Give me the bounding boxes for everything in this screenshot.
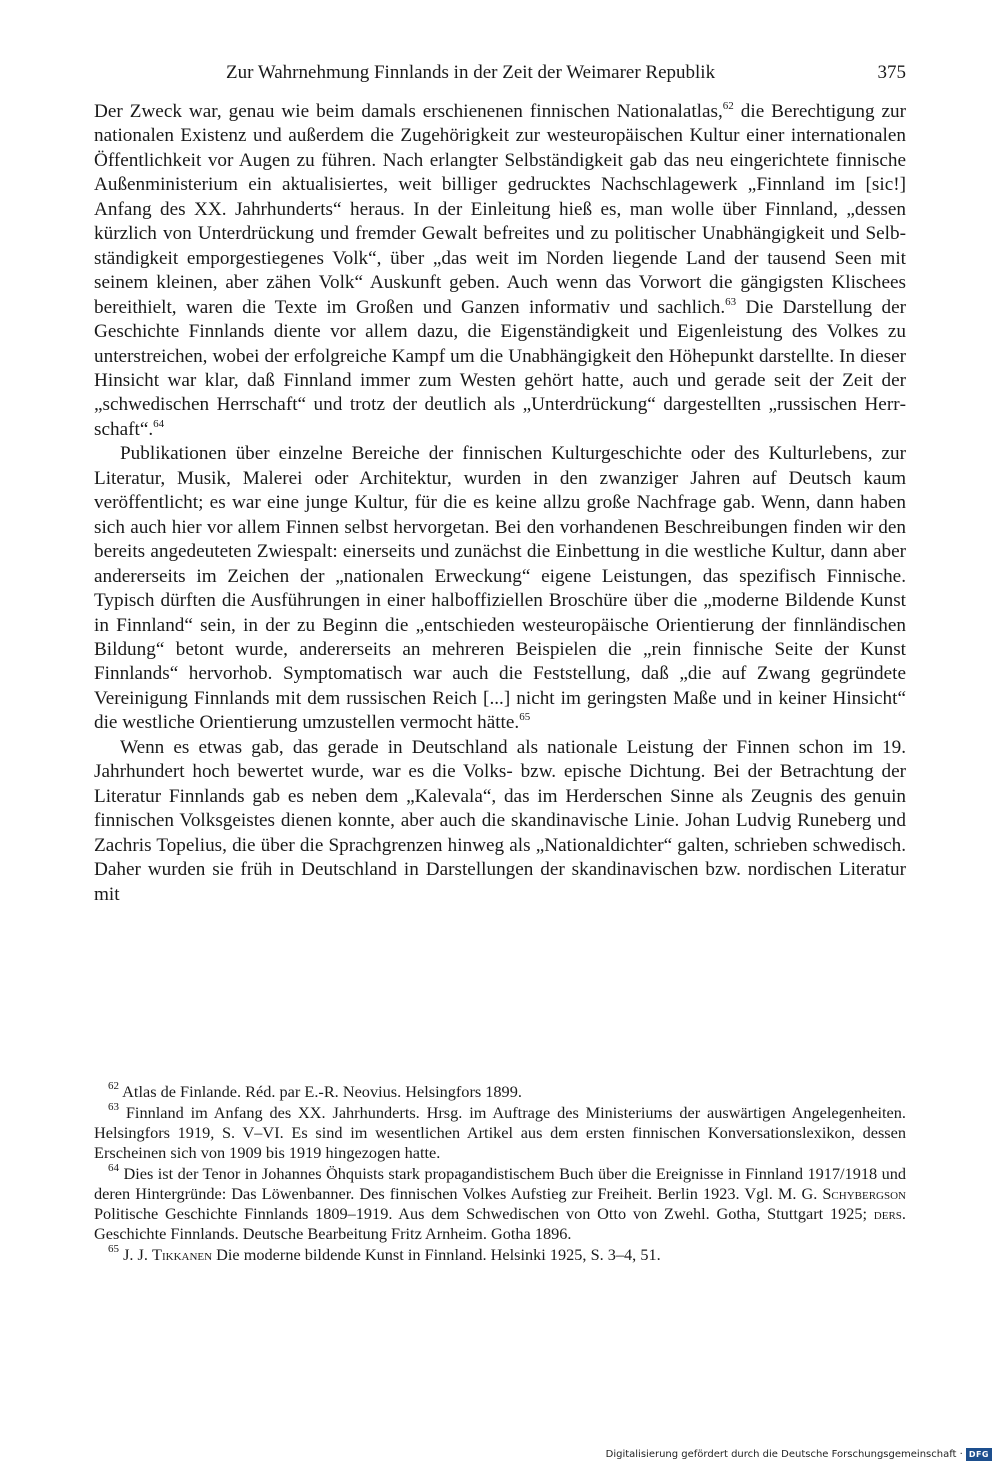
paragraph: [94, 100, 906, 442]
dfg-logo-icon: DFG: [966, 1448, 992, 1461]
paragraph: [94, 442, 906, 735]
text-run: Die moderne bildende Kunst in Finnland. Helsinki 1925, S. 3–4, 51.: [212, 1245, 661, 1265]
body-text: [94, 100, 906, 907]
text-run: Dies ist der Tenor in Johannes Öhquists stark propagandistischem Buch über die Ereignisse in Finnland 1917/1918 und deren Hintergründe: Das Löwenbanner. Des finnischen Volkes Aufstieg zur Freiheit. Berlin 1923. Vgl. M. G.: [94, 1163, 906, 1204]
footnote-marker: 64: [153, 417, 165, 430]
text-run: J. J.: [119, 1245, 153, 1265]
footnote: [94, 1161, 906, 1245]
footnote-marker: 64: [108, 1161, 119, 1174]
text-run: die Berechtigung zur nationalen Existenz und außerdem die Zugehörigkeit zur westeuropäischen Kultur einer internationalen Öffentlichkeit vor Augen zu führen. Nach erlangter Selbständigkeit gab das neu eingerichtete finnische Außenministerium ein aktualisiertes, weit billiger gedrucktes Nachschlagewerk „Finnland im [sic!] Anfang des XX. Jahrhunderts“ heraus. In der Einleitung hieß es, man wolle über Finnland, „dessen kürzlich von Unterdrückung und fremder Gewalt befreites und zu politischer Unabhängigkeit und Selbständigkeit emporgestiegenes Volk“, über „das weit im Norden liegende Land der tausend Seen mit seinem kleinen, aber zähen Volk“ Auskunft geben. Auch wenn das Vorwort die gängigsten Klischees bereithielt, waren die Texte im Großen und Ganzen informativ und sachlich.: [94, 101, 907, 318]
footnote: [94, 1245, 906, 1265]
running-title: Zur Wahrnehmung Finnlands in der Zeit der Weimarer Republik: [226, 62, 716, 83]
funding-note: Digitalisierung gefördert durch die Deutsche Forschungsgemeinschaft ·: [605, 1449, 963, 1460]
text-run: Publikationen über einzelne Bereiche der finnischen Kulturgeschichte oder des Kulturlebens, zur Literatur, Musik, Malerei oder Architektur, wurden in den zwanziger Jahren auf Deutsch kaum veröffentlicht; es war eine junge Kultur, für die es keine allzu große Nachfrage gab. Wenn, dann haben sich auch hier vor allem Finnen selbst hervorgetan. Bei den vorhandenen Beschreibungen finden wir den bereits angedeuteten Zwiespalt: einerseits und zunächst die Einbettung in die westliche Kultur, dann aber andererseits im Zeichen der „nationalen Erweckung“ eigene Leistungen, das spezifisch Finnische. Typisch dürften die Ausführungen in einer halboffiziellen Broschüre über die „moderne Bildende Kunst in Finnland“ sein, in der zu Beginn die „entschieden westeuropäische Orientierung der finnländischen Bildung“ betont wurde, andererseits an mehreren Beispielen die „rein finnische Seite der Kunst Finnlands“ hervorhob. Symptomatisch war auch die Feststellung, daß „die auf Zwang gegründete Vereinigung Finnlands mit dem russischen Reich [...] nicht im geringsten Maße und in keiner Hinsicht“ die westliche Orientierung umzustellen vermocht hätte.: [94, 443, 906, 734]
paragraph: [94, 736, 906, 907]
text-run: Finnland im Anfang des XX. Jahrhunderts. Hrsg. im Auftrage des Ministeriums der auswärtigen Angelegenheiten. Helsingfors 1919, S. V–VI. Es sind im wesentlichen Artikel aus dem ersten finnischen Konversationslexikon, dessen Erscheinen sich von 1909 bis 1919 hingezogen hatte.: [94, 1102, 906, 1163]
page-header: [94, 62, 906, 90]
footnote-marker: 63: [108, 1100, 119, 1113]
footnote-marker: 62: [722, 100, 734, 112]
text-run: Politische Geschichte Finnlands 1809–1919. Aus dem Schwedischen von Otto von Zwehl. Gotha, Stuttgart 1925;: [94, 1204, 874, 1224]
footnote-marker: 65: [108, 1243, 119, 1256]
footnote-marker: 63: [725, 295, 737, 308]
text-run: Der Zweck war, genau wie beim damals erschienenen finnischen Nationalatlas,: [94, 101, 723, 122]
footnote: [94, 1082, 906, 1102]
footnote: [94, 1100, 906, 1164]
text-run: Atlas de Finlande. Réd. par E.-R. Neovius. Helsingfors 1899.: [119, 1082, 522, 1101]
footnote-marker: 62: [108, 1080, 119, 1092]
footnote-marker: 65: [519, 711, 531, 724]
dfg-footer: [606, 1448, 992, 1461]
author-name: Schybergson: [822, 1184, 906, 1204]
author-name: ders: [873, 1204, 902, 1224]
text-run: Wenn es etwas gab, das gerade in Deutschland als nationale Leistung der Finnen schon im 19. Jahrhundert hoch bewertet wurde, war es die Volks- bzw. epische Dichtung. Bei der Betrachtung der Literatur Finnlands gab es neben dem „Kalevala“, das im Herderschen Sinne als Zeugnis des genuin finnischen Volksgeistes dienen konnte, aber auch die skandinavische Linie. Johan Ludvig Runeberg und Zachris Topelius, die über die Sprachgrenzen hinweg als „Nationaldichter“ galten, schrieben schwedisch. Daher wurden sie früh in Deutschland in Darstellungen der skandinavischen bzw. nordischen Literatur mit: [94, 736, 906, 905]
text-run: Die Darstellung der Geschichte Finnlands diente vor allem dazu, die Eigenständigkeit und Eigenleistung des Volkes zu unterstreichen, wobei der erfolgreiche Kampf um die Unabhängigkeit den Höhepunkt darstellte. In dieser Hinsicht war klar, daß Finnland immer zum Westen gehört hatte, auch und gerade seit der Zeit der „schwedischen Herrschaft“ und trotz der deutlich als „Unterdrückung“ dargestellten „russischen Herrschaft“.: [94, 296, 906, 440]
page-number: 375: [877, 62, 906, 83]
text-run: . Geschichte Finnlands. Deutsche Bearbeitung Fritz Arnheim. Gotha 1896.: [94, 1204, 906, 1244]
author-name: Tikkanen: [152, 1245, 213, 1265]
footnotes: [94, 1082, 906, 1265]
